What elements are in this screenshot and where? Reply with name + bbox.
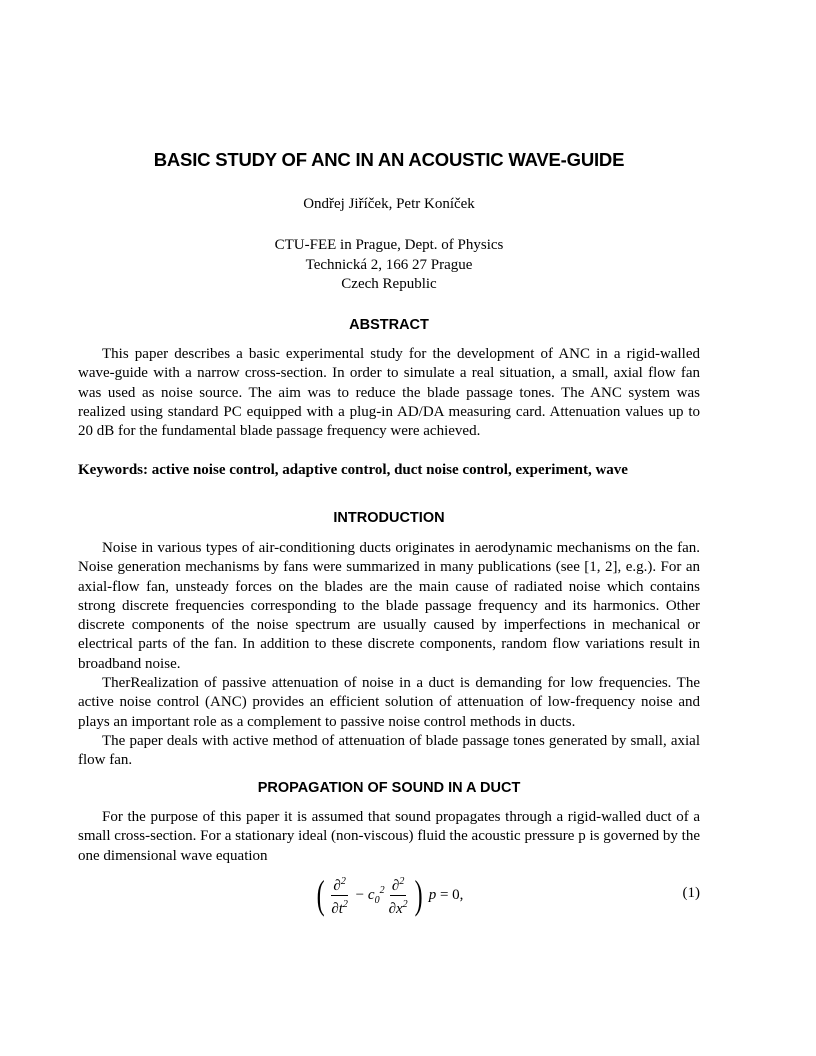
introduction-paragraph-2: TherRealization of passive attenuation of noise in a duct is demanding for low frequencies. The active noise control (ANC) provides an efficient solution of attenuation of low-frequency noise and plays an important role as a complement to passive noise control methods in ducts.	[78, 675, 700, 730]
authors: Ondřej Jiříček, Petr Koníček	[303, 196, 475, 212]
affiliation-line-1: CTU-FEE in Prague, Dept. of Physics	[274, 237, 504, 253]
abstract-heading: ABSTRACT	[349, 317, 429, 333]
affiliation-line-2: Technická 2, 166 27 Prague	[305, 257, 473, 273]
introduction-heading: INTRODUCTION	[333, 510, 445, 526]
equation-number: (1)	[682, 885, 700, 901]
introduction-paragraph-1: Noise in various types of air-conditioning ducts originates in aerodynamic mechanisms on the fan. Noise generation mechanisms by fans were summarized in many publications (see [1, 2], e.g.). For an axial-flow fan, unsteady forces on the blades are the main cause of radiated noise which contains strong discrete frequencies corresponding to the blade passage frequency and its harmonics. Other discrete components of the noise spectrum are usually caused by imperfections in mechanical or electrical parts of the fan. In addition to these discrete components, random flow variations result in broadband noise.	[78, 540, 700, 672]
wave-equation	[78, 870, 700, 920]
abstract-text: This paper describes a basic experimental study for the development of ANC in a rigid-walled wave-guide with a narrow cross-section. In order to simulate a real situation, a small, axial flow fan was used as noise source. The aim was to reduce the blade passage tones. The ANC system was realized using standard PC equipped with a plug-in AD/DA measuring card. Attenuation values up to 20 dB for the fundamental blade passage frequency were achieved.	[78, 346, 700, 440]
propagation-paragraph-1: For the purpose of this paper it is assumed that sound propagates through a rigid-walled duct of a small cross-section. For a stationary ideal (non-viscous) fluid the acoustic pressure p is governed by the one dimensional wave equation	[78, 809, 700, 864]
propagation-heading: PROPAGATION OF SOUND IN A DUCT	[257, 780, 521, 796]
keywords: Keywords: active noise control, adaptive control, duct noise control, experiment, wave	[78, 462, 628, 478]
wave-equation-body: ( $\frac{\partial^2}{\partial t^2}$ − $c_0^2$ $\frac{\partial^2}{\partial x^2}$ ) p = 0,	[316, 872, 464, 917]
affiliation-line-3: Czech Republic	[341, 276, 437, 292]
introduction-paragraph-3: The paper deals with active method of attenuation of blade passage tones generated by small, axial flow fan.	[78, 733, 700, 769]
paper-title: BASIC STUDY OF ANC IN AN ACOUSTIC WAVE-GUIDE	[153, 149, 625, 170]
